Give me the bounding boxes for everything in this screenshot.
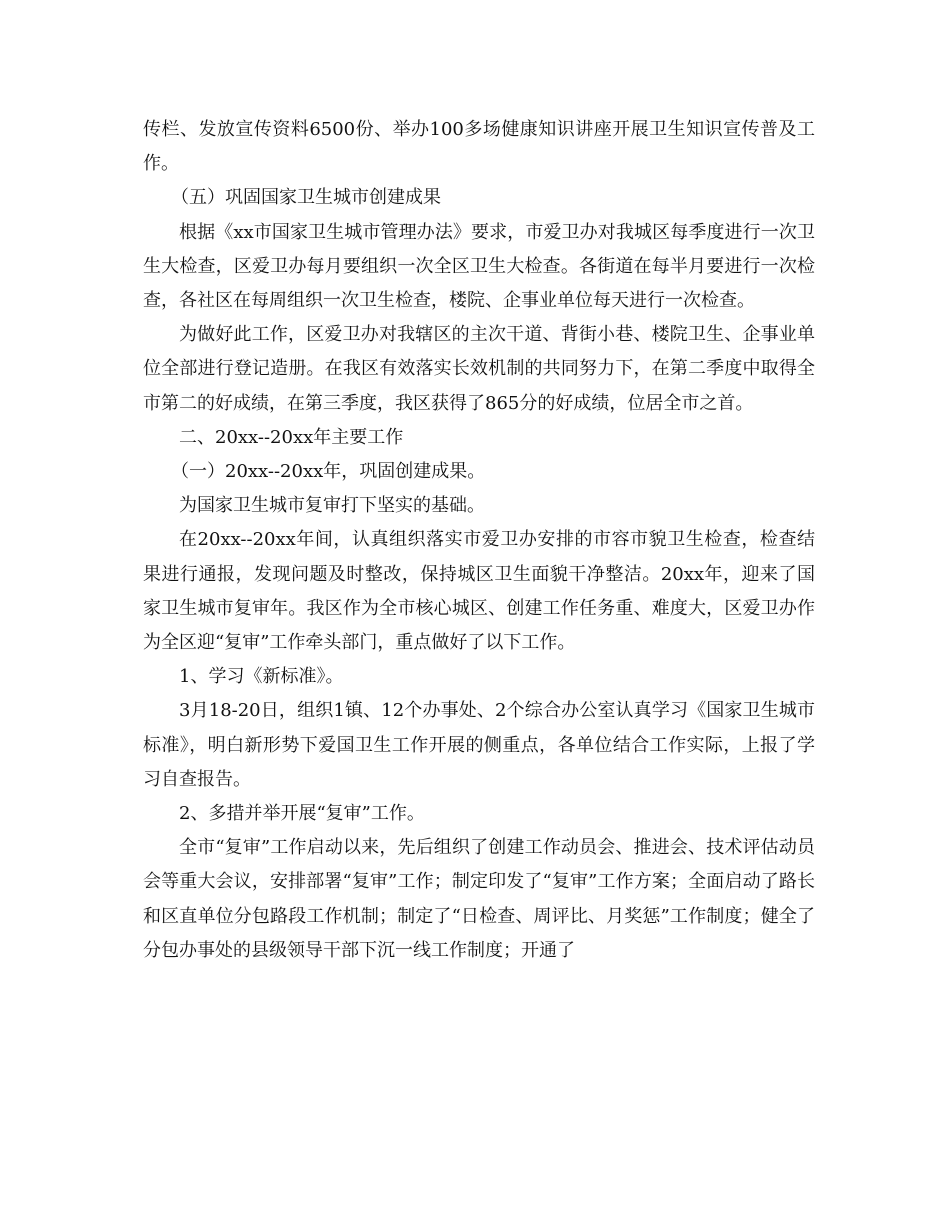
paragraph: 传栏、发放宣传资料6500份、举办100多场健康知识讲座开展卫生知识宣传普及工作。	[143, 119, 815, 175]
paragraph: 3月18-20日，组织1镇、12个办事处、2个综合办公室认真学习《国家卫生城市标准》，明白新形势下爱国卫生工作开展的侧重点，各单位结合工作实际，上报了学习自查报告。	[143, 700, 815, 790]
item-heading: 2、多措并举开展“复审”工作。	[179, 803, 425, 825]
paragraph: 为做好此工作，区爱卫办对我辖区的主次干道、背街小巷、楼院卫生、企事业单位全部进行登记造册。在我区有效落实长效机制的共同努力下，在第二季度中取得全市第二的好成绩，在第三季度，我区获得了865分的好成绩，位居全市之首。	[143, 324, 815, 414]
paragraph: 为国家卫生城市复审打下坚实的基础。	[179, 495, 485, 517]
section-heading: 二、20xx--20xx年主要工作	[179, 426, 404, 448]
paragraph: 在20xx--20xx年间，认真组织落实市爱卫办安排的市容市貌卫生检查，检查结果进行通报，发现问题及时整改，保持城区卫生面貌干净整洁。20xx年，迎来了国家卫生城市复审年。我区作为全市核心城区、创建工作任务重、难度大，区爱卫办作为全区迎“复审”工作牵头部门，重点做好了以下工作。	[143, 529, 815, 654]
document-body	[143, 113, 815, 968]
section-heading: （五）巩固国家卫生城市创建成果	[171, 187, 441, 209]
item-heading: 1、学习《新标准》。	[179, 666, 344, 688]
paragraph: 全市“复审”工作启动以来，先后组织了创建工作动员会、推进会、技术评估动员会等重大会议，安排部署“复审”工作；制定印发了“复审”工作方案；全面启动了路长和区直单位分包路段工作机制；制定了“日检查、周评比、月奖惩”工作制度；健全了分包办事处的县级领导干部下沉一线工作制度；开通了	[143, 837, 815, 961]
paragraph: 根据《xx市国家卫生城市管理办法》要求，市爱卫办对我城区每季度进行一次卫生大检查，区爱卫办每月要组织一次全区卫生大检查。各街道在每半月要进行一次检查，各社区在每周组织一次卫生检查，楼院、企事业单位每天进行一次检查。	[143, 221, 815, 312]
subsection-heading: （一）20xx--20xx年，巩固创建成果。	[171, 461, 486, 483]
